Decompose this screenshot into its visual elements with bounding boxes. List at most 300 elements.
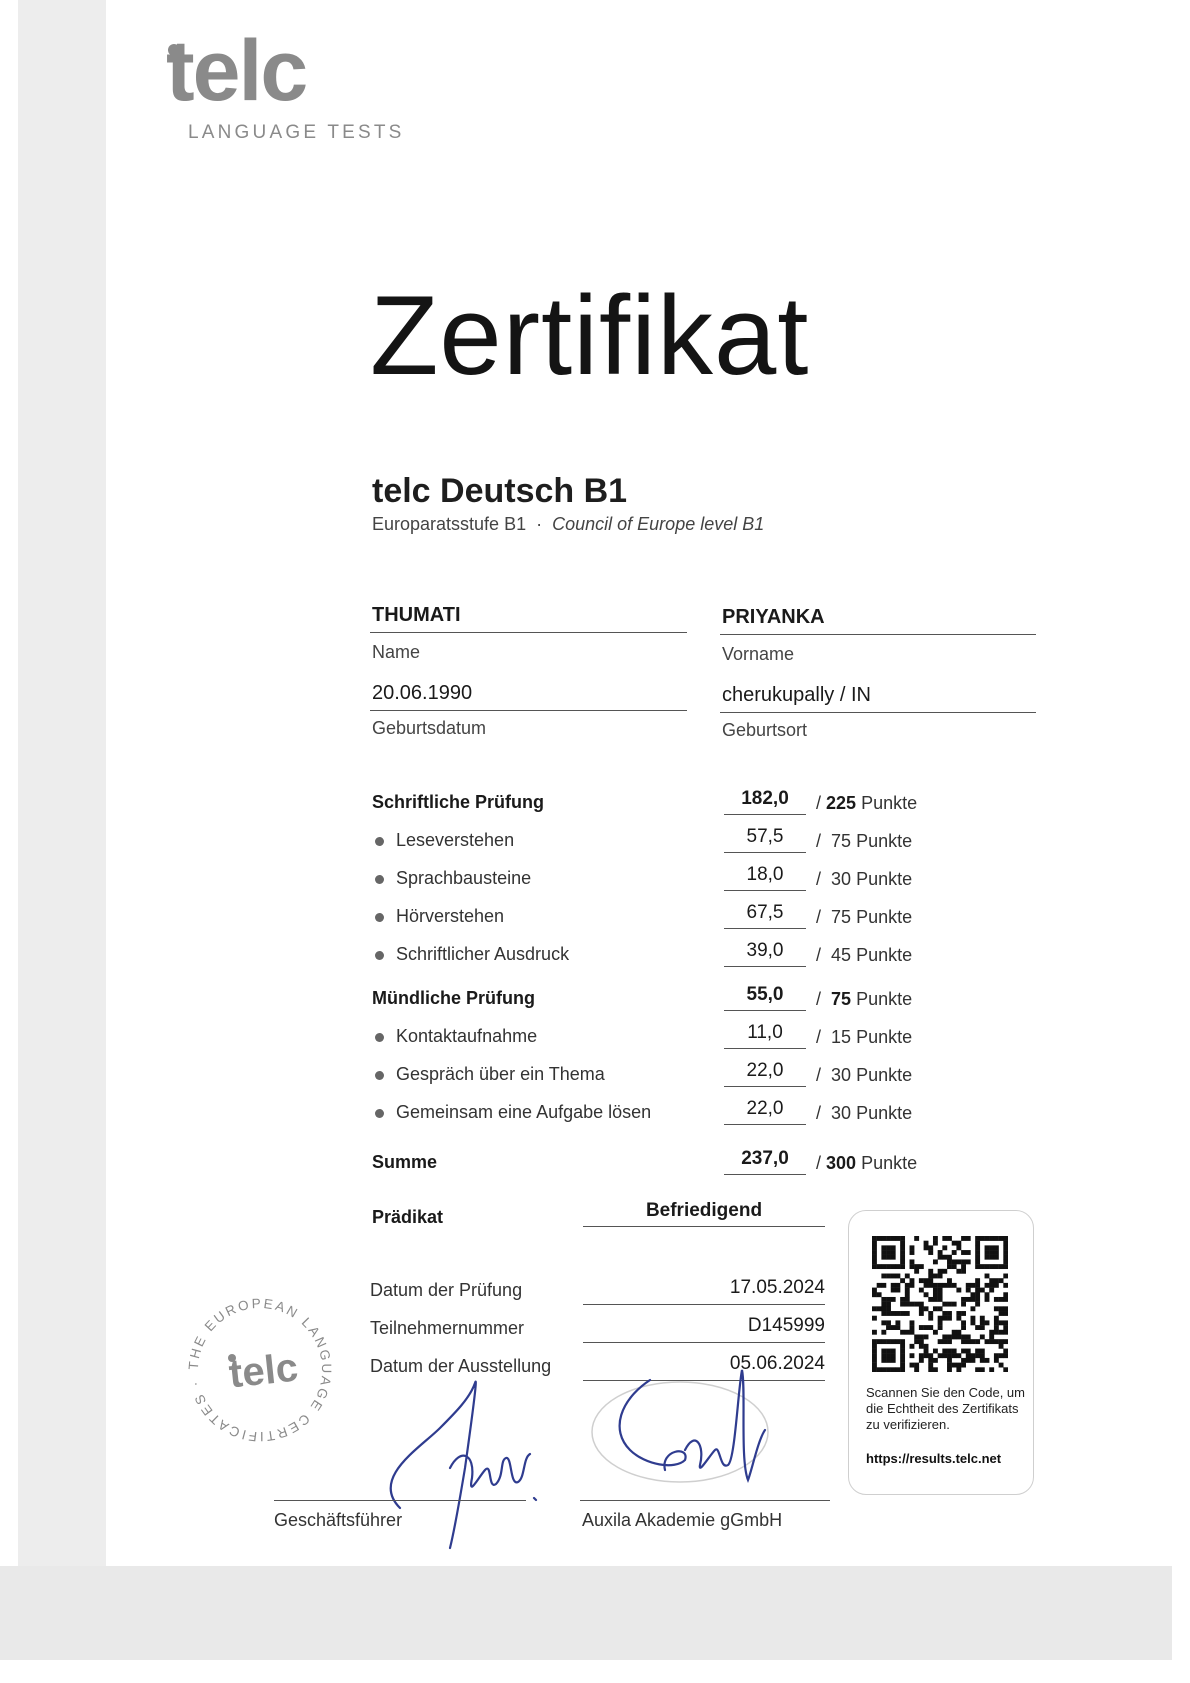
score-max-number: 300 bbox=[826, 1153, 857, 1173]
qr-module bbox=[924, 1349, 929, 1354]
qr-module bbox=[952, 1363, 957, 1368]
qr-module bbox=[947, 1349, 952, 1354]
score-max-number: 30 bbox=[831, 1065, 852, 1085]
bullet-icon bbox=[375, 1033, 384, 1042]
qr-module bbox=[1003, 1320, 1008, 1325]
qr-module bbox=[886, 1245, 891, 1250]
qr-module bbox=[952, 1353, 957, 1358]
qr-module bbox=[881, 1283, 886, 1288]
qr-module bbox=[886, 1311, 891, 1316]
qr-module bbox=[910, 1344, 915, 1349]
qr-module bbox=[942, 1353, 947, 1358]
result-label: Prädikat bbox=[372, 1207, 444, 1227]
qr-module bbox=[985, 1250, 990, 1255]
qr-module bbox=[1003, 1245, 1008, 1250]
qr-module bbox=[980, 1236, 985, 1241]
qr-module bbox=[952, 1250, 957, 1255]
qr-module bbox=[919, 1306, 924, 1311]
qr-module bbox=[938, 1339, 943, 1344]
qr-module bbox=[985, 1274, 990, 1279]
qr-module bbox=[975, 1297, 980, 1302]
qr-module bbox=[956, 1330, 961, 1335]
qr-module bbox=[895, 1339, 900, 1344]
qr-module bbox=[989, 1330, 994, 1335]
qr-module bbox=[933, 1241, 938, 1246]
company-stamp-ghost bbox=[592, 1382, 768, 1482]
qr-module bbox=[928, 1250, 933, 1255]
qr-module bbox=[914, 1236, 919, 1241]
qr-module bbox=[994, 1306, 999, 1311]
qr-module bbox=[961, 1311, 966, 1316]
qr-module bbox=[975, 1255, 980, 1260]
qr-module bbox=[928, 1363, 933, 1368]
qr-module bbox=[881, 1255, 886, 1260]
signature-label-right: Auxila Akademie gGmbH bbox=[582, 1510, 783, 1530]
qr-module bbox=[872, 1255, 877, 1260]
scan-edge-right bbox=[1172, 0, 1190, 1683]
qr-module bbox=[938, 1250, 943, 1255]
qr-module bbox=[994, 1255, 999, 1260]
score-max-number: 225 bbox=[826, 793, 857, 813]
bullet-icon bbox=[375, 1109, 384, 1118]
qr-module bbox=[975, 1236, 980, 1241]
score-unit: Punkte bbox=[861, 1153, 918, 1173]
qr-module bbox=[924, 1292, 929, 1297]
qr-module bbox=[924, 1334, 929, 1339]
qr-module bbox=[872, 1306, 877, 1311]
qr-module bbox=[872, 1330, 877, 1335]
qr-module bbox=[999, 1278, 1004, 1283]
qr-module bbox=[952, 1241, 957, 1246]
qr-module bbox=[928, 1245, 933, 1250]
candidate-birthplace-label: Geburtsort bbox=[722, 720, 808, 740]
qr-module bbox=[919, 1278, 924, 1283]
qr-module bbox=[999, 1330, 1004, 1335]
qr-module bbox=[910, 1259, 915, 1264]
qr-module bbox=[975, 1264, 980, 1269]
qr-module bbox=[999, 1363, 1004, 1368]
qr-module bbox=[980, 1334, 985, 1339]
qr-module bbox=[956, 1241, 961, 1246]
qr-module bbox=[975, 1288, 980, 1293]
score-max: / 300 Punkte bbox=[816, 1153, 918, 1173]
score-unit: Punkte bbox=[856, 1027, 913, 1047]
exam-level-en: Council of Europe level B1 bbox=[552, 514, 765, 534]
exam-level-de: Europaratsstufe B1 bbox=[372, 514, 527, 534]
score-unit: Punkte bbox=[856, 945, 913, 965]
score-label: Sprachbausteine bbox=[396, 868, 532, 888]
qr-module bbox=[961, 1269, 966, 1274]
score-line bbox=[724, 852, 806, 853]
score-label: Hörverstehen bbox=[396, 906, 505, 926]
qr-module bbox=[999, 1297, 1004, 1302]
score-value: 18,0 bbox=[746, 864, 784, 885]
qr-module bbox=[975, 1250, 980, 1255]
qr-module bbox=[886, 1306, 891, 1311]
exam-name: telc Deutsch B1 bbox=[372, 472, 628, 510]
qr-module bbox=[886, 1302, 891, 1307]
qr-module bbox=[872, 1363, 877, 1368]
qr-module bbox=[886, 1325, 891, 1330]
qr-module bbox=[919, 1311, 924, 1316]
bullet-icon bbox=[375, 913, 384, 922]
score-max: / 15 Punkte bbox=[816, 1027, 913, 1047]
qr-module bbox=[900, 1236, 905, 1241]
qr-module bbox=[933, 1283, 938, 1288]
qr-module bbox=[999, 1264, 1004, 1269]
qr-module bbox=[947, 1363, 952, 1368]
qr-module bbox=[999, 1339, 1004, 1344]
qr-module bbox=[914, 1302, 919, 1307]
qr-module bbox=[895, 1283, 900, 1288]
qr-module bbox=[933, 1297, 938, 1302]
score-max: / 30 Punkte bbox=[816, 1103, 913, 1123]
qr-module bbox=[947, 1367, 952, 1372]
qr-module bbox=[886, 1353, 891, 1358]
qr-module bbox=[980, 1367, 985, 1372]
qr-module bbox=[872, 1316, 877, 1321]
qr-module bbox=[999, 1311, 1004, 1316]
qr-module bbox=[952, 1330, 957, 1335]
qr-module bbox=[910, 1264, 915, 1269]
qr-module bbox=[961, 1302, 966, 1307]
qr-module bbox=[900, 1353, 905, 1358]
qr-module bbox=[1003, 1353, 1008, 1358]
qr-module bbox=[928, 1325, 933, 1330]
qr-module bbox=[905, 1274, 910, 1279]
qr-module bbox=[966, 1236, 971, 1241]
qr-module bbox=[1003, 1292, 1008, 1297]
qr-module bbox=[994, 1278, 999, 1283]
qr-module bbox=[952, 1264, 957, 1269]
seal-ring-path: THE EUROPEAN LANGUAGE CERTIFICATES · bbox=[185, 1295, 335, 1445]
exam-date-label: Datum der Prüfung bbox=[370, 1280, 523, 1300]
qr-module bbox=[891, 1358, 896, 1363]
qr-module bbox=[872, 1259, 877, 1264]
qr-module bbox=[989, 1245, 994, 1250]
qr-module bbox=[994, 1283, 999, 1288]
qr-module bbox=[970, 1306, 975, 1311]
qr-module bbox=[919, 1334, 924, 1339]
qr-module bbox=[881, 1264, 886, 1269]
left-signature-stroke bbox=[391, 1382, 536, 1548]
qr-module bbox=[989, 1255, 994, 1260]
bullet-icon bbox=[375, 837, 384, 846]
qr-module bbox=[994, 1353, 999, 1358]
qr-module bbox=[872, 1245, 877, 1250]
qr-module bbox=[942, 1311, 947, 1316]
score-max-number: 75 bbox=[831, 831, 852, 851]
qr-module bbox=[891, 1353, 896, 1358]
score-line bbox=[724, 928, 806, 929]
qr-module bbox=[905, 1288, 910, 1293]
issue-date-label: Datum der Ausstellung bbox=[370, 1356, 552, 1376]
qr-module bbox=[914, 1339, 919, 1344]
qr-module bbox=[938, 1255, 943, 1260]
qr-module bbox=[970, 1358, 975, 1363]
qr-module bbox=[872, 1339, 877, 1344]
score-max-number: 75 bbox=[831, 907, 852, 927]
qr-module bbox=[938, 1269, 943, 1274]
qr-module bbox=[1003, 1264, 1008, 1269]
score-value: 182,0 bbox=[741, 788, 789, 809]
issue-date-value: 05.06.2024 bbox=[729, 1353, 825, 1374]
exam-date-value: 17.05.2024 bbox=[729, 1277, 825, 1298]
qr-module bbox=[966, 1358, 971, 1363]
qr-module bbox=[933, 1259, 938, 1264]
qr-module bbox=[956, 1288, 961, 1293]
qr-module bbox=[886, 1349, 891, 1354]
qr-module bbox=[975, 1325, 980, 1330]
qr-module bbox=[985, 1236, 990, 1241]
qr-module bbox=[975, 1283, 980, 1288]
qr-module bbox=[947, 1264, 952, 1269]
qr-module bbox=[1003, 1306, 1008, 1311]
qr-module bbox=[975, 1353, 980, 1358]
score-max-number: 15 bbox=[831, 1027, 852, 1047]
qr-module bbox=[989, 1283, 994, 1288]
score-value: 39,0 bbox=[746, 940, 784, 961]
candidate-birthdate-label: Geburtsdatum bbox=[372, 718, 487, 738]
qr-module bbox=[881, 1320, 886, 1325]
score-row-written bbox=[372, 786, 952, 820]
score-max-number: 45 bbox=[831, 945, 852, 965]
qr-module bbox=[900, 1367, 905, 1372]
qr-module bbox=[928, 1358, 933, 1363]
qr-module bbox=[881, 1306, 886, 1311]
verification-text: Scannen Sie den Code, um die Echtheit des Zertifikats zu verifizieren. bbox=[866, 1385, 1025, 1432]
qr-module bbox=[900, 1250, 905, 1255]
qr-module bbox=[966, 1288, 971, 1293]
score-row-reading bbox=[372, 824, 952, 858]
qr-module bbox=[910, 1245, 915, 1250]
qr-module bbox=[872, 1344, 877, 1349]
qr-module bbox=[952, 1334, 957, 1339]
qr-module bbox=[961, 1297, 966, 1302]
qr-module bbox=[891, 1349, 896, 1354]
qr-module bbox=[942, 1236, 947, 1241]
qr-module bbox=[1003, 1274, 1008, 1279]
qr-module bbox=[928, 1353, 933, 1358]
qr-module bbox=[910, 1250, 915, 1255]
qr-module bbox=[881, 1330, 886, 1335]
qr-module bbox=[891, 1325, 896, 1330]
qr-module bbox=[933, 1330, 938, 1335]
qr-module bbox=[985, 1245, 990, 1250]
qr-module bbox=[966, 1334, 971, 1339]
qr-module bbox=[924, 1344, 929, 1349]
qr-module bbox=[994, 1245, 999, 1250]
qr-module bbox=[881, 1297, 886, 1302]
qr-module bbox=[942, 1339, 947, 1344]
qr-module bbox=[970, 1316, 975, 1321]
qr-module bbox=[872, 1353, 877, 1358]
qr-module bbox=[947, 1302, 952, 1307]
candidate-birthplace-line bbox=[720, 712, 1036, 713]
telc-logo-word: telc bbox=[166, 23, 307, 119]
qr-module bbox=[924, 1283, 929, 1288]
qr-module bbox=[956, 1363, 961, 1368]
right-signature bbox=[590, 1350, 790, 1510]
certificate-title: Zertifikat bbox=[370, 273, 810, 398]
qr-module bbox=[881, 1245, 886, 1250]
qr-module bbox=[975, 1278, 980, 1283]
score-max: / 30 Punkte bbox=[816, 1065, 913, 1085]
qr-module bbox=[1003, 1283, 1008, 1288]
qr-module bbox=[900, 1344, 905, 1349]
qr-module bbox=[933, 1349, 938, 1354]
score-max: / 30 Punkte bbox=[816, 869, 913, 889]
qr-module bbox=[994, 1320, 999, 1325]
score-label: Leseverstehen bbox=[396, 830, 515, 850]
qr-module bbox=[989, 1278, 994, 1283]
qr-module bbox=[886, 1358, 891, 1363]
candidate-name-value: THUMATI bbox=[372, 604, 461, 626]
qr-module bbox=[881, 1302, 886, 1307]
qr-module bbox=[877, 1367, 882, 1372]
qr-module bbox=[886, 1274, 891, 1279]
qr-module bbox=[881, 1250, 886, 1255]
qr-module bbox=[961, 1334, 966, 1339]
qr-module bbox=[914, 1367, 919, 1372]
qr-module bbox=[994, 1250, 999, 1255]
qr-module bbox=[994, 1316, 999, 1321]
qr-module bbox=[980, 1353, 985, 1358]
qr-module bbox=[961, 1358, 966, 1363]
qr-module bbox=[938, 1283, 943, 1288]
score-line bbox=[724, 814, 806, 815]
qr-module bbox=[877, 1292, 882, 1297]
qr-module bbox=[933, 1236, 938, 1241]
qr-module bbox=[966, 1339, 971, 1344]
qr-module bbox=[975, 1245, 980, 1250]
qr-module bbox=[910, 1320, 915, 1325]
qr-module bbox=[895, 1325, 900, 1330]
qr-module bbox=[891, 1255, 896, 1260]
qr-module bbox=[933, 1292, 938, 1297]
qr-module bbox=[877, 1264, 882, 1269]
qr-module bbox=[999, 1320, 1004, 1325]
qr-module bbox=[900, 1245, 905, 1250]
qr-module bbox=[1003, 1349, 1008, 1354]
qr-module bbox=[905, 1292, 910, 1297]
qr-module bbox=[999, 1306, 1004, 1311]
qr-module bbox=[970, 1292, 975, 1297]
score-line bbox=[724, 1048, 806, 1049]
qr-module bbox=[928, 1274, 933, 1279]
qr-module bbox=[905, 1297, 910, 1302]
score-value: 11,0 bbox=[747, 1022, 783, 1043]
qr-module bbox=[924, 1278, 929, 1283]
qr-module bbox=[895, 1367, 900, 1372]
qr-module bbox=[872, 1367, 877, 1372]
qr-module bbox=[910, 1278, 915, 1283]
qr-module bbox=[966, 1297, 971, 1302]
qr-module bbox=[919, 1288, 924, 1293]
qr-module bbox=[895, 1264, 900, 1269]
qr-module bbox=[970, 1297, 975, 1302]
qr-module bbox=[924, 1353, 929, 1358]
qr-module bbox=[952, 1349, 957, 1354]
qr-module bbox=[961, 1250, 966, 1255]
score-max: / 45 Punkte bbox=[816, 945, 913, 965]
qr-module bbox=[938, 1353, 943, 1358]
score-row-contact bbox=[372, 1020, 952, 1054]
qr-module bbox=[956, 1245, 961, 1250]
score-value: 67,5 bbox=[746, 902, 784, 923]
qr-module bbox=[891, 1283, 896, 1288]
candidate-name-label: Name bbox=[372, 642, 421, 662]
score-label: Summe bbox=[372, 1152, 438, 1172]
qr-module bbox=[900, 1330, 905, 1335]
qr-module bbox=[956, 1353, 961, 1358]
score-max: / 225 Punkte bbox=[816, 793, 918, 813]
qr-module bbox=[1003, 1339, 1008, 1344]
qr-module bbox=[905, 1330, 910, 1335]
qr-module bbox=[994, 1236, 999, 1241]
qr-module bbox=[952, 1302, 957, 1307]
score-value: 57,5 bbox=[746, 826, 784, 847]
qr-module bbox=[938, 1292, 943, 1297]
qr-module bbox=[970, 1339, 975, 1344]
seal-center-text: telc bbox=[226, 1345, 301, 1397]
qr-code-icon[interactable] bbox=[872, 1236, 1008, 1372]
qr-module bbox=[942, 1316, 947, 1321]
signature-label-left: Geschäftsführer bbox=[274, 1510, 403, 1530]
qr-module bbox=[881, 1367, 886, 1372]
qr-module bbox=[938, 1316, 943, 1321]
qr-module bbox=[900, 1264, 905, 1269]
qr-module bbox=[891, 1236, 896, 1241]
candidate-birthdate-value: 20.06.1990 bbox=[372, 682, 473, 704]
qr-module bbox=[985, 1264, 990, 1269]
qr-module bbox=[881, 1274, 886, 1279]
qr-module bbox=[924, 1306, 929, 1311]
score-line bbox=[724, 1086, 806, 1087]
bullet-icon bbox=[375, 1071, 384, 1080]
qr-module bbox=[886, 1320, 891, 1325]
score-unit: Punkte bbox=[856, 1103, 913, 1123]
result-line bbox=[583, 1226, 825, 1227]
score-row-joint-task bbox=[372, 1096, 952, 1130]
qr-module bbox=[1003, 1330, 1008, 1335]
qr-module bbox=[952, 1283, 957, 1288]
score-max: / 75 Punkte bbox=[816, 907, 913, 927]
qr-module bbox=[872, 1236, 877, 1241]
qr-module bbox=[985, 1297, 990, 1302]
qr-module bbox=[980, 1325, 985, 1330]
qr-module bbox=[947, 1316, 952, 1321]
score-line bbox=[724, 1174, 806, 1175]
qr-module bbox=[933, 1306, 938, 1311]
score-max: / 75 Punkte bbox=[816, 989, 913, 1009]
qr-module bbox=[919, 1302, 924, 1307]
candidate-name-line bbox=[370, 632, 687, 633]
qr-module bbox=[900, 1302, 905, 1307]
bullet-icon bbox=[375, 951, 384, 960]
score-max-number: 75 bbox=[831, 989, 852, 1009]
qr-module bbox=[910, 1363, 915, 1368]
qr-module bbox=[900, 1297, 905, 1302]
qr-module bbox=[872, 1264, 877, 1269]
qr-module bbox=[1003, 1259, 1008, 1264]
qr-module bbox=[947, 1353, 952, 1358]
score-unit: Punkte bbox=[856, 1065, 913, 1085]
qr-module bbox=[905, 1283, 910, 1288]
score-row-language-elements bbox=[372, 862, 952, 896]
qr-module bbox=[895, 1311, 900, 1316]
verification-url[interactable]: https://results.telc.net bbox=[866, 1451, 1002, 1466]
